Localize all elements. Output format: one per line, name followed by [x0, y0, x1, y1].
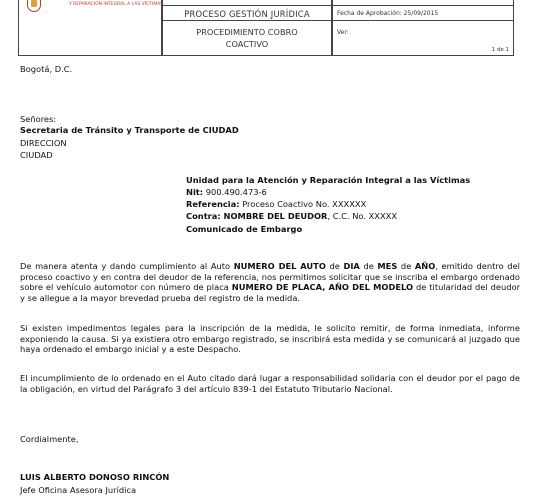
entity-name: Unidad para la Atención y Reparación Integral a las Víctimas — [186, 175, 471, 185]
auto-year: AÑO — [414, 261, 436, 271]
auto-month: MES — [377, 261, 398, 271]
nit-value: 900.490.473-6 — [203, 187, 267, 197]
process-title: PROCESO GESTIÓN JURÍDICA — [184, 9, 310, 19]
recipient-organization: Secretaria de Tránsito y Transporte de CIUDAD — [20, 125, 239, 135]
page-info: 1 de 1 — [491, 47, 509, 53]
p1-text-2: de — [325, 261, 344, 271]
p1-text-5: , emitido dentro del proceso coactivo y en contra del deudor de la referencia, nos permitimos solicitar que se inscriba el embargo ordenado sobre el vehículo automotor con número de placa — [20, 261, 520, 293]
entity-logo — [27, 0, 164, 14]
logo-cell — [18, 0, 162, 56]
closing: Cordialmente, — [20, 434, 79, 444]
paragraph-3: El incumplimiento de lo ordenado en el Auto citado dará lugar a responsabilidad solidaria con el deudor por el pago de la obligación, en virtud del Parágrafo 3 del artículo 839-1 del Estatuto Tributario Nacional. — [20, 373, 520, 394]
shield-emblem-icon — [27, 0, 41, 12]
reference-line — [186, 199, 366, 210]
against-line — [186, 211, 397, 222]
reference-label: Referencia: — [186, 199, 240, 209]
p1-text-1: De manera atenta y dando cumplimiento al Auto — [20, 261, 234, 271]
nit-label: Nit: — [186, 187, 204, 197]
process-cell — [162, 5, 332, 21]
p1-text-4: de — [397, 261, 415, 271]
signer-title: Jefe Oficina Asesora Jurídica — [20, 485, 137, 495]
p1-text-6: de titularidad del deudor y se allegue a la mayor brevedad prueba del registro de la medida. — [20, 282, 521, 303]
version-cell — [332, 20, 514, 56]
subject-line: Comunicado de Embargo — [186, 224, 303, 234]
debtor-name: NOMBRE DEL DEUDOR — [220, 211, 328, 221]
approval-date-cell — [332, 5, 514, 21]
recipient-department: DIRECCION — [20, 138, 67, 148]
against-label: Contra: — [186, 211, 221, 221]
auto-day: DIA — [343, 261, 360, 271]
auto-number: NUMERO DEL AUTO — [233, 261, 326, 271]
p1-text-3: de — [359, 261, 378, 271]
reference-value: Proceso Coactivo No. XXXXXX — [239, 199, 367, 209]
paragraph-2: Si existen impedimentos legales para la inscripción de la medida, le solicito remitir, de forma inmediata, informe exponiendo la causa. Si ya existiera otro embargo registrado, se inscribirá esta medida y se comunicará al juzgado que haya ordenado el embargo inicial y a este Despacho. — [20, 323, 520, 355]
logo-line-2: Y REPARACIÓN INTEGRAL A LAS VÍCTIMAS — [69, 2, 164, 7]
procedure-title-line-1: PROCEDIMIENTO COBRO — [196, 27, 298, 37]
procedure-cell — [162, 20, 332, 56]
place-date: Bogotá, D.C. — [20, 64, 73, 74]
debtor-id: , C.C. No. XXXXX — [327, 211, 398, 221]
procedure-title-line-2: COACTIVO — [225, 39, 269, 49]
paragraph-1 — [20, 261, 520, 303]
header-top-text — [215, 0, 246, 1]
nit-line — [186, 187, 267, 198]
document-header-table — [18, 0, 514, 56]
approval-date: Fecha de Aprobación: 25/09/2015 — [337, 10, 439, 17]
logo-line-1 — [69, 0, 134, 1]
procedure-title — [163, 26, 331, 50]
plate-model: NUMERO DE PLACA, AÑO DEL MODELO — [231, 282, 414, 293]
signer-name: LUIS ALBERTO DONOSO RINCÓN — [20, 472, 170, 482]
recipient-city: CIUDAD — [20, 150, 53, 160]
salutation: Señores: — [20, 114, 57, 124]
version-label: Ver: — [337, 29, 349, 36]
